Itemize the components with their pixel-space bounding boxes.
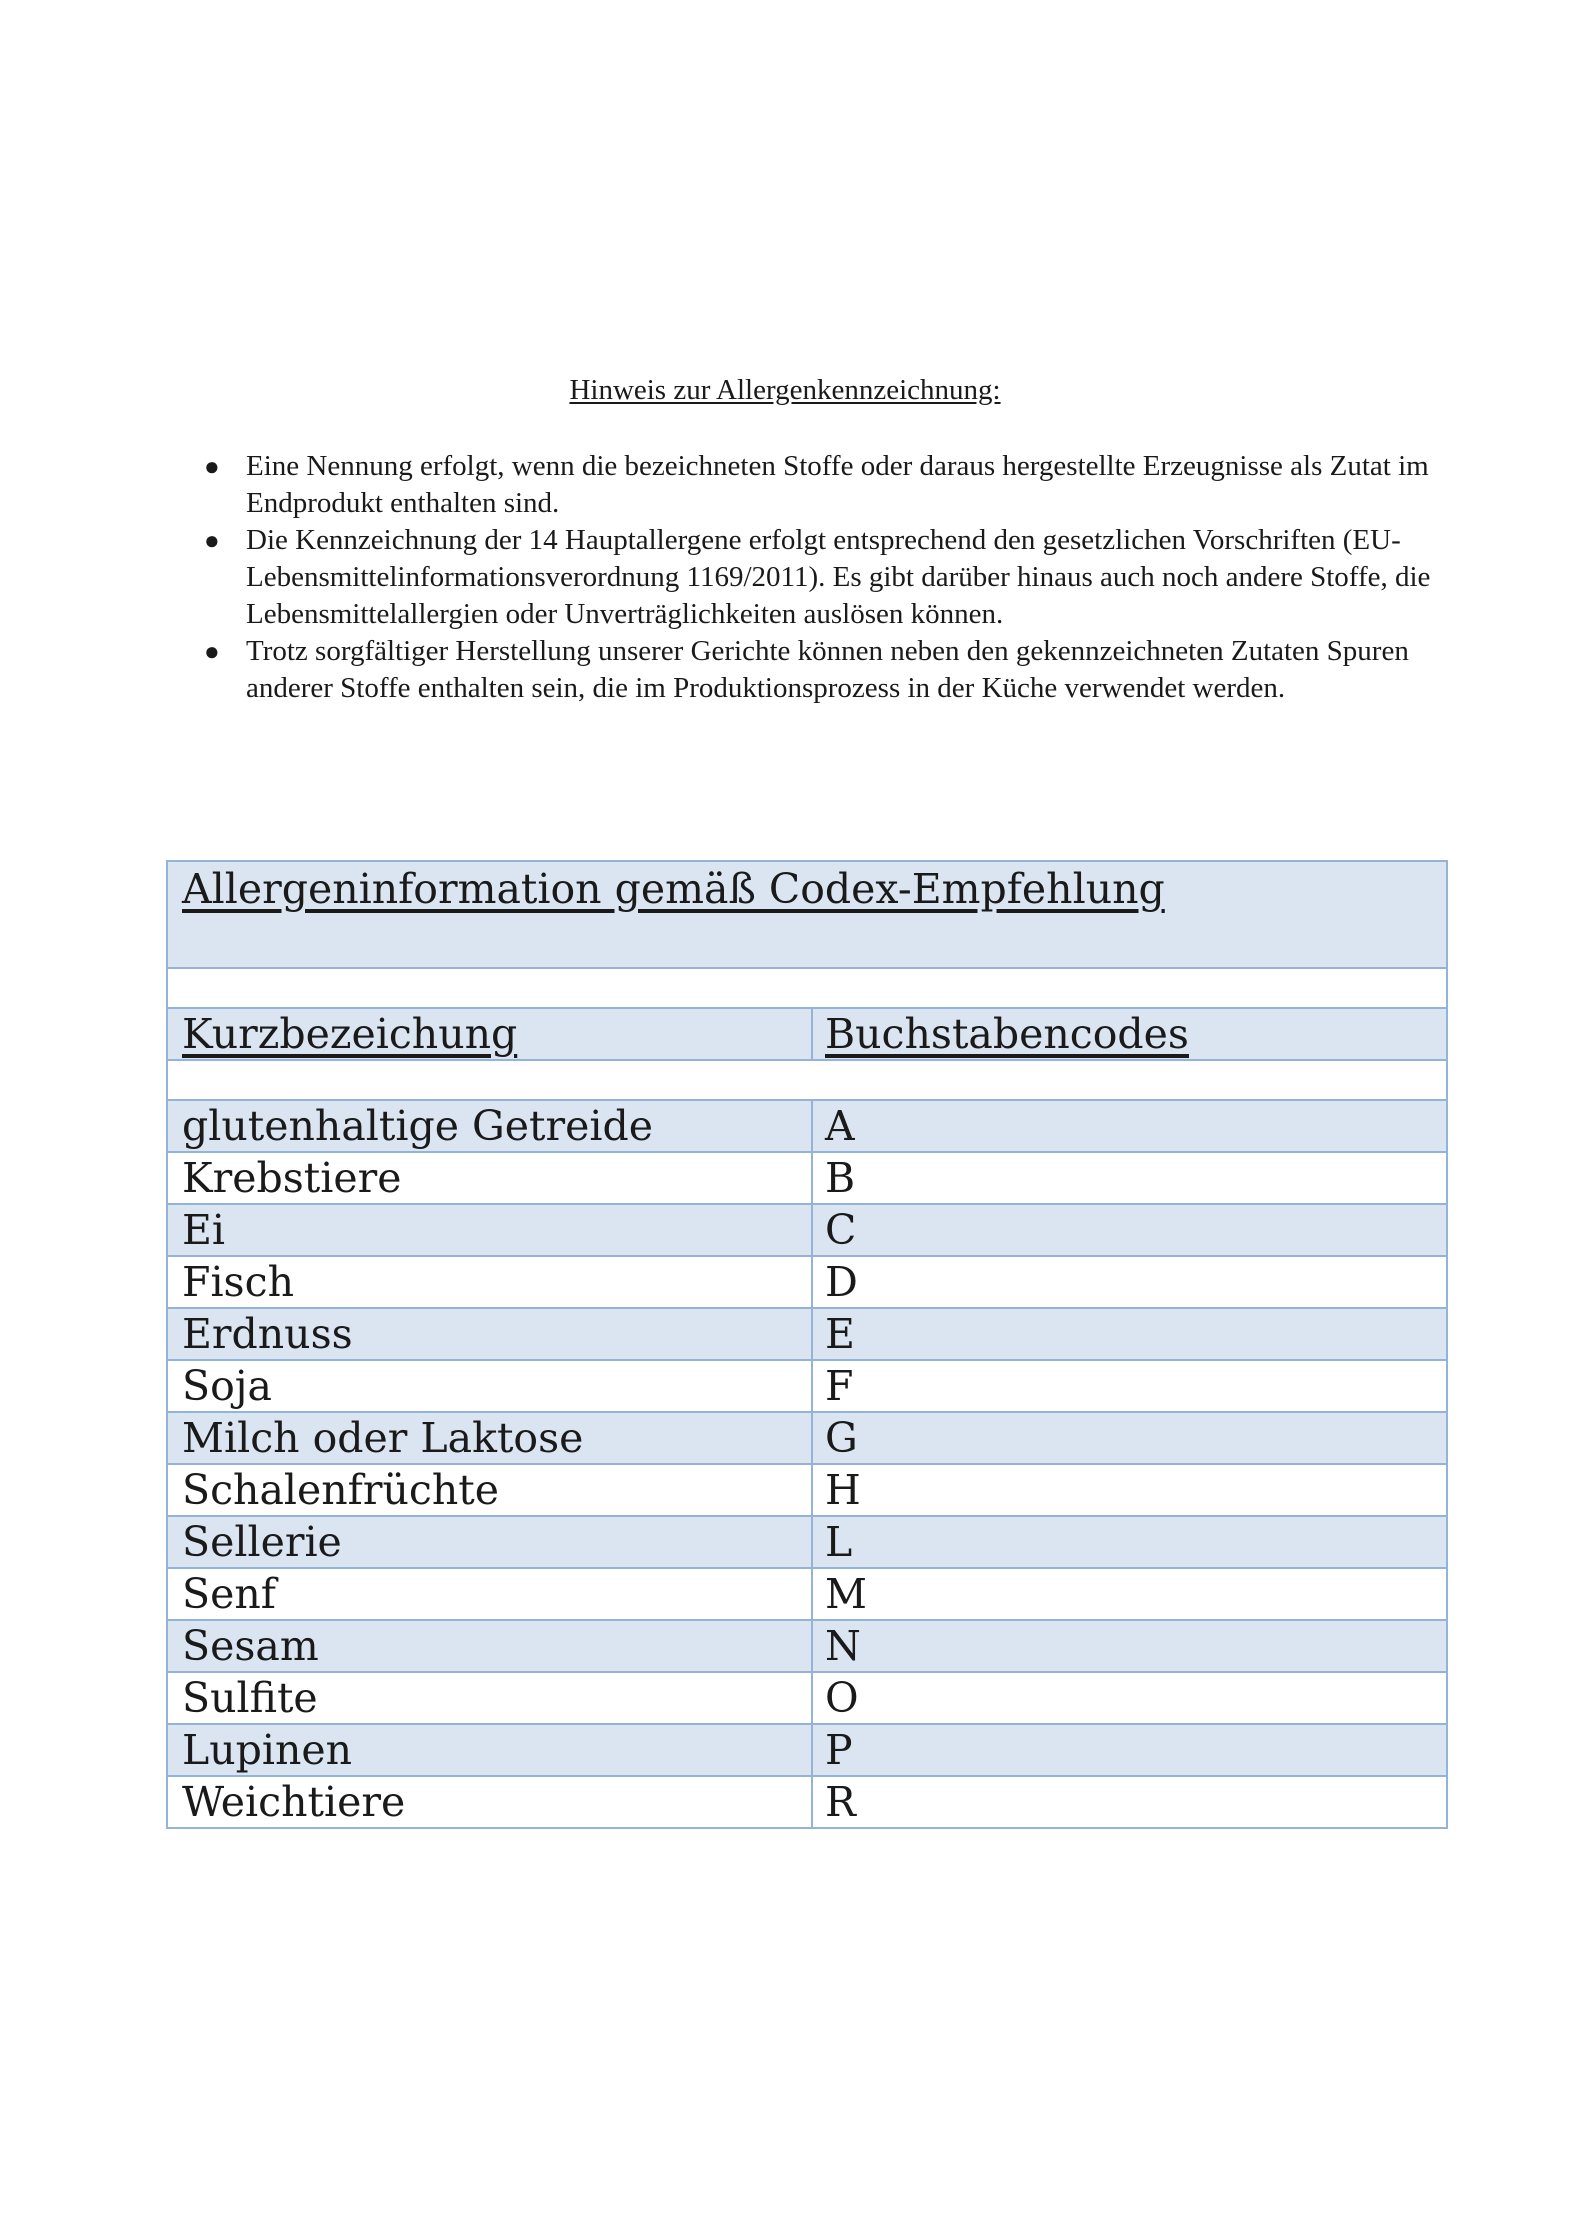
notice-title xyxy=(0,374,1570,407)
allergen-code: R xyxy=(812,1776,1447,1828)
table-header-row xyxy=(167,1008,1447,1060)
allergen-name: glutenhaltige Getreide xyxy=(167,1100,812,1152)
table-spacer-row xyxy=(167,968,1447,1008)
allergen-code: L xyxy=(812,1516,1447,1568)
allergen-name: Lupinen xyxy=(167,1724,812,1776)
table-row xyxy=(167,1516,1447,1568)
notice-bullet-text: Eine Nennung erfolgt, wenn die bezeichneten Stoffe oder daraus hergestellte Erzeugnisse als Zutat im Endprodukt enthalten sind. xyxy=(246,450,1429,519)
table-row xyxy=(167,1672,1447,1724)
table-row xyxy=(167,1724,1447,1776)
notice-bullet-text: Die Kennzeichnung der 14 Hauptallergene erfolgt entsprechend den gesetzlichen Vorschriften (EU-Lebensmittelinformationsverordnung 1169/2011). Es gibt darüber hinaus auch noch andere Stoffe, die Lebensmittelallergien oder Unverträglichkeiten auslösen können. xyxy=(246,524,1431,630)
allergen-code: G xyxy=(812,1412,1447,1464)
table-row xyxy=(167,1308,1447,1360)
notice-bullet-item xyxy=(204,522,1436,633)
table-row xyxy=(167,1568,1447,1620)
header-name-label: Kurzbezeichung xyxy=(182,1010,518,1058)
table-spacer-cell xyxy=(167,1060,1447,1100)
table-spacer-cell xyxy=(167,968,1447,1008)
allergen-name: Schalenfrüchte xyxy=(167,1464,812,1516)
allergen-name: Sellerie xyxy=(167,1516,812,1568)
allergen-code: A xyxy=(812,1100,1447,1152)
allergen-name: Ei xyxy=(167,1204,812,1256)
table-spacer-row xyxy=(167,1060,1447,1100)
table-row xyxy=(167,1360,1447,1412)
allergen-code: M xyxy=(812,1568,1447,1620)
table-title-row xyxy=(167,861,1447,968)
allergen-name: Erdnuss xyxy=(167,1308,812,1360)
allergen-code: C xyxy=(812,1204,1447,1256)
notice-bullet-item xyxy=(204,448,1436,522)
allergen-code: F xyxy=(812,1360,1447,1412)
allergen-code: O xyxy=(812,1672,1447,1724)
table-row xyxy=(167,1464,1447,1516)
notice-bullet-text: Trotz sorgfältiger Herstellung unserer Gerichte können neben den gekennzeichneten Zutaten Spuren anderer Stoffe enthalten sein, die im Produktionsprozess in der Küche verwendet werden. xyxy=(246,635,1409,704)
notice-title-text: Hinweis zur Allergenkennzeichnung: xyxy=(569,374,1001,406)
allergen-table xyxy=(166,860,1448,1829)
allergen-name: Sesam xyxy=(167,1620,812,1672)
bullet-icon: ● xyxy=(204,452,220,481)
table-row xyxy=(167,1152,1447,1204)
notice-list xyxy=(204,448,1436,707)
table-row xyxy=(167,1100,1447,1152)
allergen-code: N xyxy=(812,1620,1447,1672)
bullet-icon: ● xyxy=(204,637,220,666)
allergen-name: Senf xyxy=(167,1568,812,1620)
table-row xyxy=(167,1776,1447,1828)
allergen-name: Sulfite xyxy=(167,1672,812,1724)
header-cell-name xyxy=(167,1008,812,1060)
allergen-code: B xyxy=(812,1152,1447,1204)
table-title-cell xyxy=(167,861,1447,968)
allergen-code: D xyxy=(812,1256,1447,1308)
allergen-name: Soja xyxy=(167,1360,812,1412)
header-code-label: Buchstabencodes xyxy=(825,1010,1189,1058)
table-title: Allergeninformation gemäß Codex-Empfehlung xyxy=(182,865,1165,913)
notice-bullet-item xyxy=(204,633,1436,707)
table-row xyxy=(167,1204,1447,1256)
table-row xyxy=(167,1412,1447,1464)
allergen-code: E xyxy=(812,1308,1447,1360)
bullet-icon: ● xyxy=(204,526,220,555)
table-row xyxy=(167,1256,1447,1308)
allergen-name: Fisch xyxy=(167,1256,812,1308)
header-cell-code xyxy=(812,1008,1447,1060)
allergen-name: Weichtiere xyxy=(167,1776,812,1828)
table-row xyxy=(167,1620,1447,1672)
allergen-code: P xyxy=(812,1724,1447,1776)
allergen-code: H xyxy=(812,1464,1447,1516)
allergen-name: Milch oder Laktose xyxy=(167,1412,812,1464)
allergen-name: Krebstiere xyxy=(167,1152,812,1204)
